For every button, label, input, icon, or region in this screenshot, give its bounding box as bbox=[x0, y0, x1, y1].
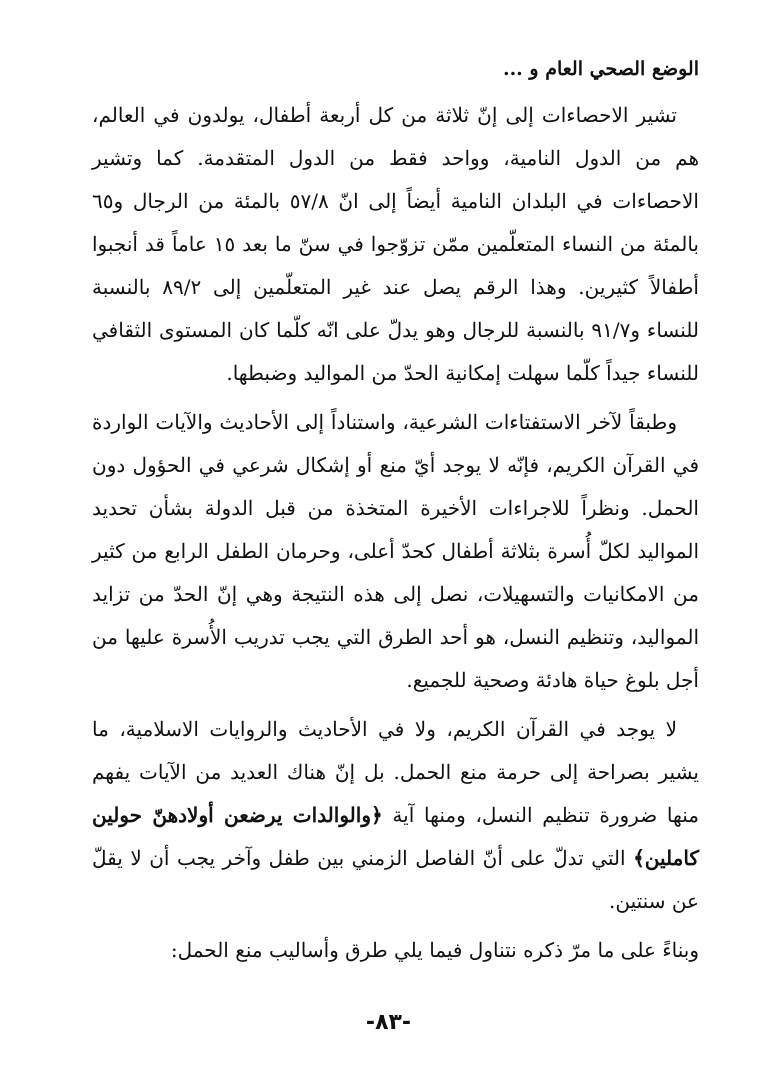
paragraph-quran-text-after: التي تدلّ على أنّ الفاصل الزمني بين طفل وآخر يجب أن لا يقلّ عن سنتين. bbox=[92, 846, 699, 913]
section-heading: الوضع الصحي العام و ... bbox=[502, 58, 699, 80]
paragraph-quran bbox=[92, 708, 699, 923]
closing-line: وبناءً على ما مرّ ذكره نتناول فيما يلي طرق وأساليب منع الحمل: bbox=[170, 938, 699, 962]
paragraph-statistics: تشير الاحصاءات إلى إنّ ثلاثة من كل أربعة أطفال، يولدون في العالم، هم من الدول النامية، وواحد فقط من الدول المتقدمة. كما وتشير الاحصاءات في البلدان النامية أيضاً إلى انّ ٥٧/٨ بالمئة من الرجال و٦٥ بالمئة من النساء المتعلّمين ممّن تزوّجوا في سنّ ما بعد ١٥ عاماً قد أنجبوا أطفالاً كثيرين. وهذا الرقم يصل عند غير المتعلّمين إلى ٨٩/٢ بالنسبة للنساء و٩١/٧ بالنسبة للرجال وهو يدلّ على انّه كلّما كان المستوى الثقافي للنساء جيداً كلّما سهلت إمكانية الحدّ من المواليد وضبطها. bbox=[92, 103, 699, 385]
page-number: -٨٣- bbox=[365, 1010, 412, 1035]
paragraph-religious-rulings: وطبقاً لآخر الاستفتاءات الشرعية، واستناداً إلى الأحاديث والآيات الواردة في القرآن الكريم، فإنّه لا يوجد أيّ منع أو إشكال شرعي في الحؤول دون الحمل. ونظراً للاجراءات الأخيرة المتخذة من قبل الدولة بشأن تحديد المواليد لكلّ أُسرة بثلاثة أطفال كحدّ أعلى، وحرمان الطفل الرابع من كثير من الامكانيات والتسهيلات، نصل إلى هذه النتيجة وهي إنّ الحدّ من تزايد المواليد، وتنظيم النسل، هو أحد الطرق التي يجب تدريب الأُسرة عليها من أجل بلوغ حياة هادئة وصحية للجميع. bbox=[92, 410, 699, 692]
paragraph-quran-text-before: لا يوجد في القرآن الكريم، ولا في الأحاديث والروايات الاسلامية، ما يشير بصراحة إلى حرمة منع الحمل. بل إنّ هناك العديد من الآيات يفهم منها ضرورة تنظيم النسل، ومنها آية bbox=[92, 717, 699, 827]
quran-verse-quote: ﴿والوالدات يرضعن أولادهنّ حولين كاملين﴾ bbox=[92, 803, 699, 870]
